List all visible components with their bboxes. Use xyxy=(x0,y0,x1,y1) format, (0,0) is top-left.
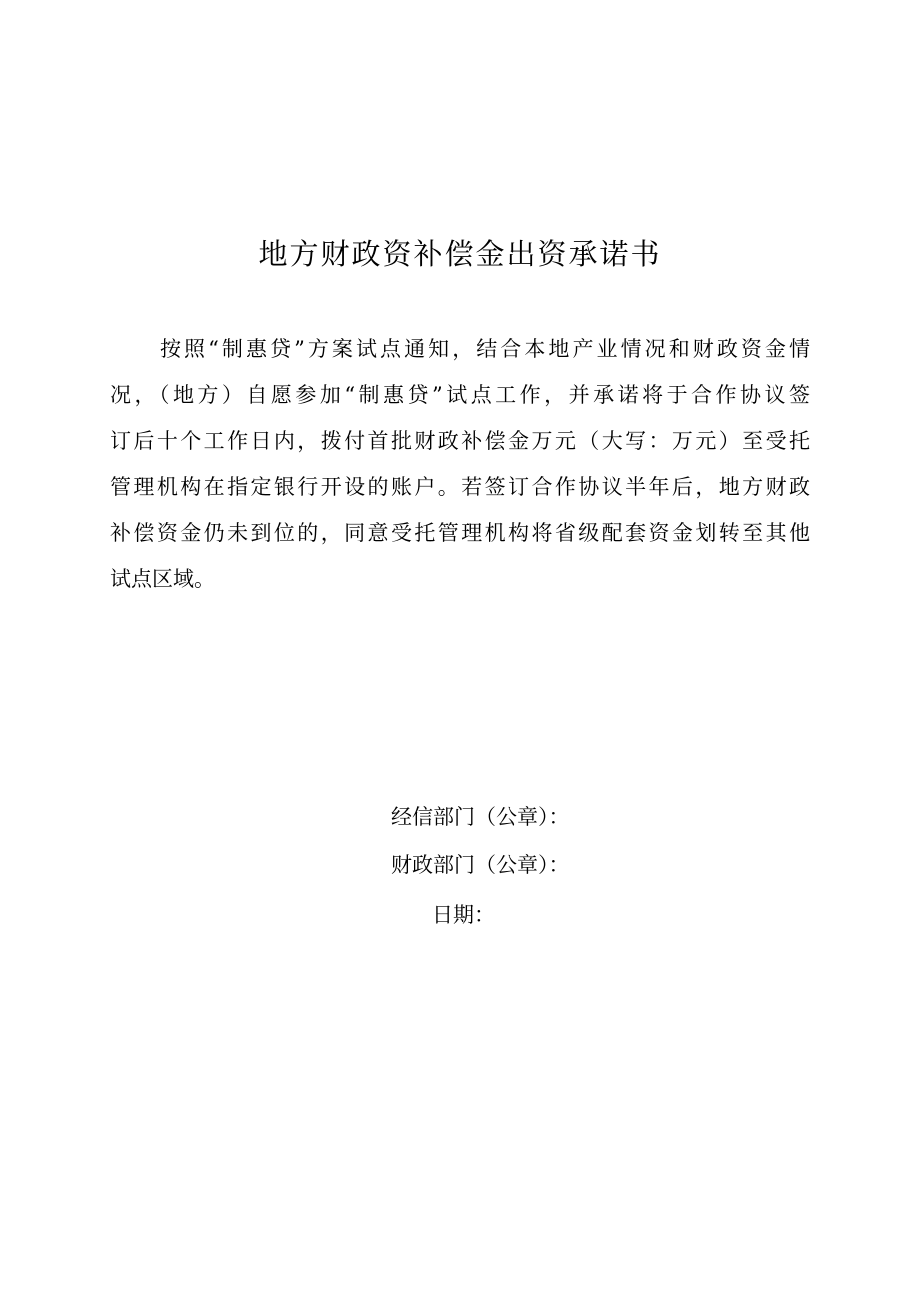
commitment-paragraph xyxy=(110,326,810,602)
economic-dept-seal-label: 经信部门（公章）： xyxy=(391,805,570,829)
paragraph-line: 订后十个工作日内，拨付首批财政补偿金万元（大写：万元）至受托 xyxy=(110,429,810,453)
paragraph-line: 补偿资金仍未到位的，同意受托管理机构将省级配套资金划转至其他 xyxy=(110,521,810,545)
date-label: 日期： xyxy=(432,903,495,927)
finance-dept-seal-label: 财政部门（公章）： xyxy=(391,853,570,877)
paragraph-line: 试点区域。 xyxy=(110,567,215,591)
paragraph-line: 按照“制惠贷”方案试点通知，结合本地产业情况和财政资金情 xyxy=(160,337,810,361)
document-title: 地方财政资补偿金出资承诺书 xyxy=(258,237,662,271)
paragraph-line: 管理机构在指定银行开设的账户。若签订合作协议半年后，地方财政 xyxy=(110,475,810,499)
paragraph-line: 况，（地方）自愿参加“制惠贷”试点工作，并承诺将于合作协议签 xyxy=(110,383,810,407)
